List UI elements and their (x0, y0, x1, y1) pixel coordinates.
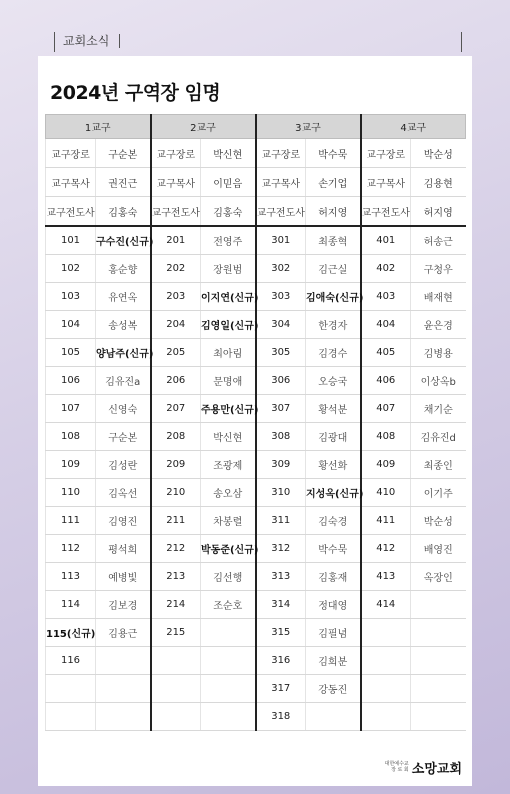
group-number: 302 (256, 255, 306, 283)
group-leader: 최종인 (411, 451, 466, 479)
group-number (46, 675, 96, 703)
group-row (46, 675, 466, 703)
group-number: 208 (151, 423, 201, 451)
group-row (46, 535, 466, 563)
group-leader: 강동진 (306, 675, 361, 703)
group-number (361, 675, 411, 703)
group-number (151, 703, 201, 731)
staff-row (46, 168, 466, 197)
group-number: 116 (46, 647, 96, 675)
group-number: 308 (256, 423, 306, 451)
group-leader: 김병용 (411, 339, 466, 367)
district-header: 3교구 (256, 115, 361, 139)
group-leader: 한경자 (306, 311, 361, 339)
staff-name: 허지영 (411, 197, 466, 227)
group-number: 204 (151, 311, 201, 339)
group-number: 201 (151, 226, 201, 255)
group-row (46, 226, 466, 255)
group-row (46, 507, 466, 535)
group-leader: 김광대 (306, 423, 361, 451)
staff-role: 교구장로 (46, 139, 96, 168)
group-leader: 최아림 (201, 339, 256, 367)
group-leader: 지성옥(신규) (306, 479, 361, 507)
group-number: 213 (151, 563, 201, 591)
group-row (46, 563, 466, 591)
group-number: 103 (46, 283, 96, 311)
group-leader: 최종혁 (306, 226, 361, 255)
staff-name: 박신현 (201, 139, 256, 168)
group-number: 403 (361, 283, 411, 311)
group-leader: 정대영 (306, 591, 361, 619)
group-leader (201, 619, 256, 647)
group-leader: 조순호 (201, 591, 256, 619)
staff-name: 김홍숙 (96, 197, 151, 227)
staff-role: 교구목사 (256, 168, 306, 197)
group-number: 405 (361, 339, 411, 367)
group-leader: 김유진d (411, 423, 466, 451)
group-leader: 구수진(신규) (96, 226, 151, 255)
group-number: 402 (361, 255, 411, 283)
group-number: 203 (151, 283, 201, 311)
top-bar (54, 32, 462, 52)
staff-role: 교구장로 (256, 139, 306, 168)
group-number: 307 (256, 395, 306, 423)
group-number: 101 (46, 226, 96, 255)
group-leader: 김영일(신규) (201, 311, 256, 339)
district-leader-table (45, 114, 466, 731)
staff-name: 구순본 (96, 139, 151, 168)
group-number: 210 (151, 479, 201, 507)
group-leader: 박순성 (411, 507, 466, 535)
group-leader: 박수묵 (306, 535, 361, 563)
group-leader: 홍순향 (96, 255, 151, 283)
group-number: 314 (256, 591, 306, 619)
group-number: 406 (361, 367, 411, 395)
group-leader (96, 675, 151, 703)
staff-row (46, 197, 466, 227)
group-number: 207 (151, 395, 201, 423)
church-logo (385, 756, 462, 778)
group-leader: 옥장인 (411, 563, 466, 591)
group-leader: 장원범 (201, 255, 256, 283)
group-number: 310 (256, 479, 306, 507)
group-number (361, 647, 411, 675)
group-leader (411, 703, 466, 731)
group-number (46, 703, 96, 731)
group-number: 115(신규) (46, 619, 96, 647)
group-row (46, 451, 466, 479)
group-number: 409 (361, 451, 411, 479)
group-number: 401 (361, 226, 411, 255)
group-number: 303 (256, 283, 306, 311)
group-leader: 김근실 (306, 255, 361, 283)
group-leader: 예병빛 (96, 563, 151, 591)
staff-name: 김용현 (411, 168, 466, 197)
church-name: 소망교회 (411, 761, 462, 777)
group-leader (96, 647, 151, 675)
group-leader (306, 703, 361, 731)
group-row (46, 591, 466, 619)
group-number (151, 675, 201, 703)
group-number: 112 (46, 535, 96, 563)
staff-name: 김홍숙 (201, 197, 256, 227)
group-leader: 윤은경 (411, 311, 466, 339)
group-leader: 김옥선 (96, 479, 151, 507)
group-row (46, 647, 466, 675)
staff-role: 교구전도사 (361, 197, 411, 227)
group-number: 407 (361, 395, 411, 423)
group-number (361, 619, 411, 647)
group-leader: 배영진 (411, 535, 466, 563)
group-leader: 신영숙 (96, 395, 151, 423)
staff-name: 허지영 (306, 197, 361, 227)
group-leader: 김숙경 (306, 507, 361, 535)
staff-role: 교구전도사 (151, 197, 201, 227)
group-number: 212 (151, 535, 201, 563)
group-leader: 전영주 (201, 226, 256, 255)
group-number: 304 (256, 311, 306, 339)
group-row (46, 423, 466, 451)
group-row (46, 255, 466, 283)
group-leader: 김필념 (306, 619, 361, 647)
group-number: 404 (361, 311, 411, 339)
district-header-row (46, 115, 466, 139)
group-leader: 김유진a (96, 367, 151, 395)
group-number (151, 647, 201, 675)
group-leader: 허송근 (411, 226, 466, 255)
staff-role: 교구전도사 (256, 197, 306, 227)
staff-role: 교구전도사 (46, 197, 96, 227)
group-number: 102 (46, 255, 96, 283)
group-number: 413 (361, 563, 411, 591)
group-leader: 김홍재 (306, 563, 361, 591)
group-number: 410 (361, 479, 411, 507)
group-leader: 양남주(신규) (96, 339, 151, 367)
district-header: 4교구 (361, 115, 466, 139)
group-number: 104 (46, 311, 96, 339)
group-number: 202 (151, 255, 201, 283)
group-number: 214 (151, 591, 201, 619)
district-header: 2교구 (151, 115, 256, 139)
group-number: 111 (46, 507, 96, 535)
group-leader: 구청우 (411, 255, 466, 283)
denomination-label: 대한예수교 장 로 회 (384, 761, 409, 773)
staff-name: 손기업 (306, 168, 361, 197)
group-number: 205 (151, 339, 201, 367)
group-number: 411 (361, 507, 411, 535)
group-number: 412 (361, 535, 411, 563)
group-number: 316 (256, 647, 306, 675)
group-number: 311 (256, 507, 306, 535)
group-leader: 김선행 (201, 563, 256, 591)
group-leader (96, 703, 151, 731)
group-row (46, 479, 466, 507)
group-number: 109 (46, 451, 96, 479)
group-number: 113 (46, 563, 96, 591)
group-leader: 김영진 (96, 507, 151, 535)
group-leader: 조광제 (201, 451, 256, 479)
staff-name: 박수묵 (306, 139, 361, 168)
group-row (46, 311, 466, 339)
group-leader: 배재현 (411, 283, 466, 311)
group-row (46, 395, 466, 423)
page-title: 2024년 구역장 임명 (50, 82, 221, 104)
staff-name: 이믿음 (201, 168, 256, 197)
staff-role: 교구목사 (361, 168, 411, 197)
group-number: 206 (151, 367, 201, 395)
group-number: 211 (151, 507, 201, 535)
staff-name: 박순성 (411, 139, 466, 168)
group-row (46, 367, 466, 395)
group-leader: 이지연(신규) (201, 283, 256, 311)
group-leader: 문명애 (201, 367, 256, 395)
group-number: 108 (46, 423, 96, 451)
group-leader: 박동준(신규) (201, 535, 256, 563)
group-number: 414 (361, 591, 411, 619)
group-leader: 차봉렬 (201, 507, 256, 535)
staff-row (46, 139, 466, 168)
group-number: 110 (46, 479, 96, 507)
group-number: 114 (46, 591, 96, 619)
group-row (46, 339, 466, 367)
group-leader: 송오삼 (201, 479, 256, 507)
staff-role: 교구목사 (46, 168, 96, 197)
group-leader (201, 703, 256, 731)
group-leader: 황석분 (306, 395, 361, 423)
group-row (46, 703, 466, 731)
group-number: 318 (256, 703, 306, 731)
group-leader: 김희분 (306, 647, 361, 675)
group-number (361, 703, 411, 731)
group-number: 309 (256, 451, 306, 479)
group-number: 209 (151, 451, 201, 479)
district-header: 1교구 (46, 115, 151, 139)
group-row (46, 283, 466, 311)
group-number: 313 (256, 563, 306, 591)
group-number: 317 (256, 675, 306, 703)
group-leader: 김성란 (96, 451, 151, 479)
group-leader (411, 619, 466, 647)
group-leader (411, 591, 466, 619)
group-leader: 구순본 (96, 423, 151, 451)
group-number: 301 (256, 226, 306, 255)
group-leader: 이상옥b (411, 367, 466, 395)
group-leader (201, 675, 256, 703)
staff-role: 교구장로 (151, 139, 201, 168)
group-number: 306 (256, 367, 306, 395)
group-number: 305 (256, 339, 306, 367)
staff-role: 교구장로 (361, 139, 411, 168)
group-leader (201, 647, 256, 675)
group-leader: 김애숙(신규) (306, 283, 361, 311)
group-leader: 유연옥 (96, 283, 151, 311)
group-leader: 주용만(신규) (201, 395, 256, 423)
group-leader (411, 647, 466, 675)
group-row (46, 619, 466, 647)
section-label: 교회소식 (63, 34, 120, 48)
group-leader: 김보경 (96, 591, 151, 619)
group-leader: 오승국 (306, 367, 361, 395)
group-leader: 황선화 (306, 451, 361, 479)
group-number: 315 (256, 619, 306, 647)
group-number: 408 (361, 423, 411, 451)
group-leader: 김용근 (96, 619, 151, 647)
announcement-card (38, 56, 472, 786)
group-leader: 평석희 (96, 535, 151, 563)
group-leader: 송성복 (96, 311, 151, 339)
group-number: 215 (151, 619, 201, 647)
group-number: 312 (256, 535, 306, 563)
staff-name: 권진근 (96, 168, 151, 197)
group-leader (411, 675, 466, 703)
group-leader: 김경수 (306, 339, 361, 367)
group-leader: 채기순 (411, 395, 466, 423)
group-number: 105 (46, 339, 96, 367)
staff-role: 교구목사 (151, 168, 201, 197)
group-number: 106 (46, 367, 96, 395)
group-number: 107 (46, 395, 96, 423)
group-leader: 이기주 (411, 479, 466, 507)
group-leader: 박신현 (201, 423, 256, 451)
